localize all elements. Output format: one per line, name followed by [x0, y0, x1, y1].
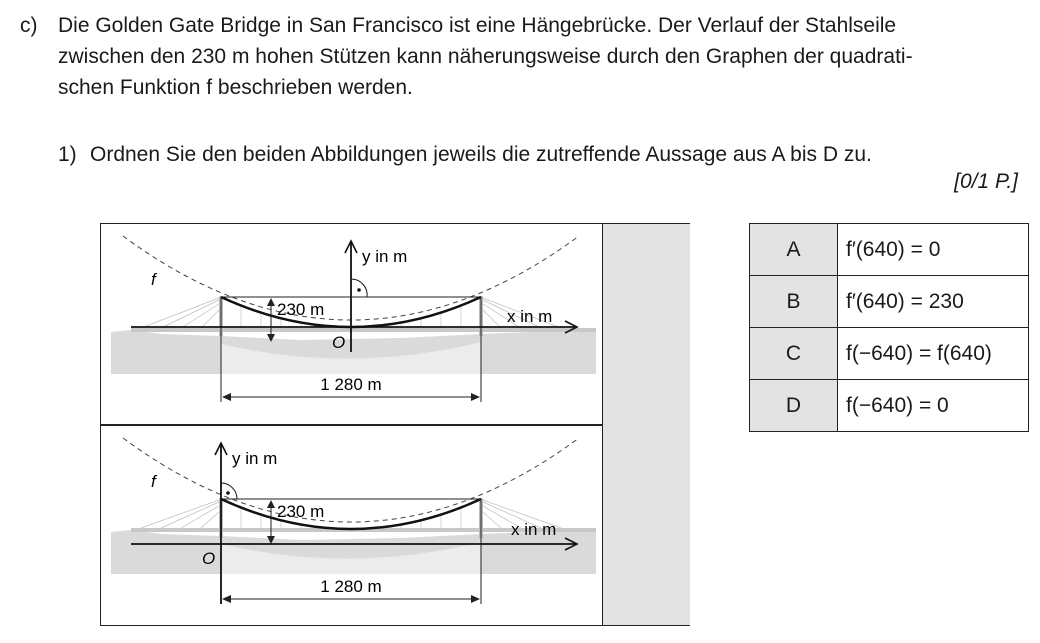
y-axis-label-bottom: y in m — [232, 449, 278, 468]
option-row — [750, 276, 1029, 328]
cable-bottom — [221, 499, 481, 529]
option-expression: f′(640) = 0 — [838, 224, 1029, 276]
task-label: c) — [20, 14, 38, 37]
question-1 — [58, 141, 872, 169]
height-label-bottom: 230 m — [277, 502, 325, 521]
f-label-top: f — [151, 270, 156, 289]
option-letter: D — [750, 380, 838, 432]
intro-line-1: Die Golden Gate Bridge in San Francisco ist eine Hängebrücke. Der Verlauf der Stahlseile — [58, 14, 897, 37]
option-row — [750, 224, 1029, 276]
bridge-deck-top — [131, 328, 596, 332]
height-label-top: 230 m — [277, 300, 325, 319]
question-number: 1) — [58, 143, 77, 166]
parabola-dashed-bottom — [123, 438, 579, 522]
question-text: Ordnen Sie den beiden Abbildungen jeweils die zutreffende Aussage aus A bis D zu. — [90, 143, 872, 166]
answer-column — [602, 224, 690, 625]
option-letter: C — [750, 328, 838, 380]
intro-line-2: zwischen den 230 m hohen Stützen kann näherungsweise durch den Graphen der quadrati- — [58, 45, 913, 68]
option-expression: f′(640) = 230 — [838, 276, 1029, 328]
intro-line-3: schen Funktion f beschrieben werden. — [58, 76, 413, 99]
option-letter: A — [750, 224, 838, 276]
figure-bottom — [101, 426, 601, 626]
option-expression: f(−640) = f(640) — [838, 328, 1029, 380]
origin-label-bottom: O — [202, 549, 216, 568]
width-label-bottom: 1 280 m — [320, 577, 382, 596]
f-label-bottom: f — [151, 472, 156, 491]
points-label: [0/1 P.] — [954, 170, 1018, 193]
option-expression: f(−640) = 0 — [838, 380, 1029, 432]
width-label-top: 1 280 m — [320, 375, 382, 394]
options-table — [749, 223, 1029, 432]
x-axis-label-top: x in m — [507, 307, 553, 326]
origin-label-top: O — [332, 333, 346, 352]
option-letter: B — [750, 276, 838, 328]
x-axis-label-bottom: x in m — [511, 520, 557, 539]
figures-box — [100, 223, 690, 626]
option-row — [750, 328, 1029, 380]
figure-top — [101, 224, 601, 424]
option-row — [750, 380, 1029, 432]
y-axis-label-top: y in m — [362, 247, 408, 266]
